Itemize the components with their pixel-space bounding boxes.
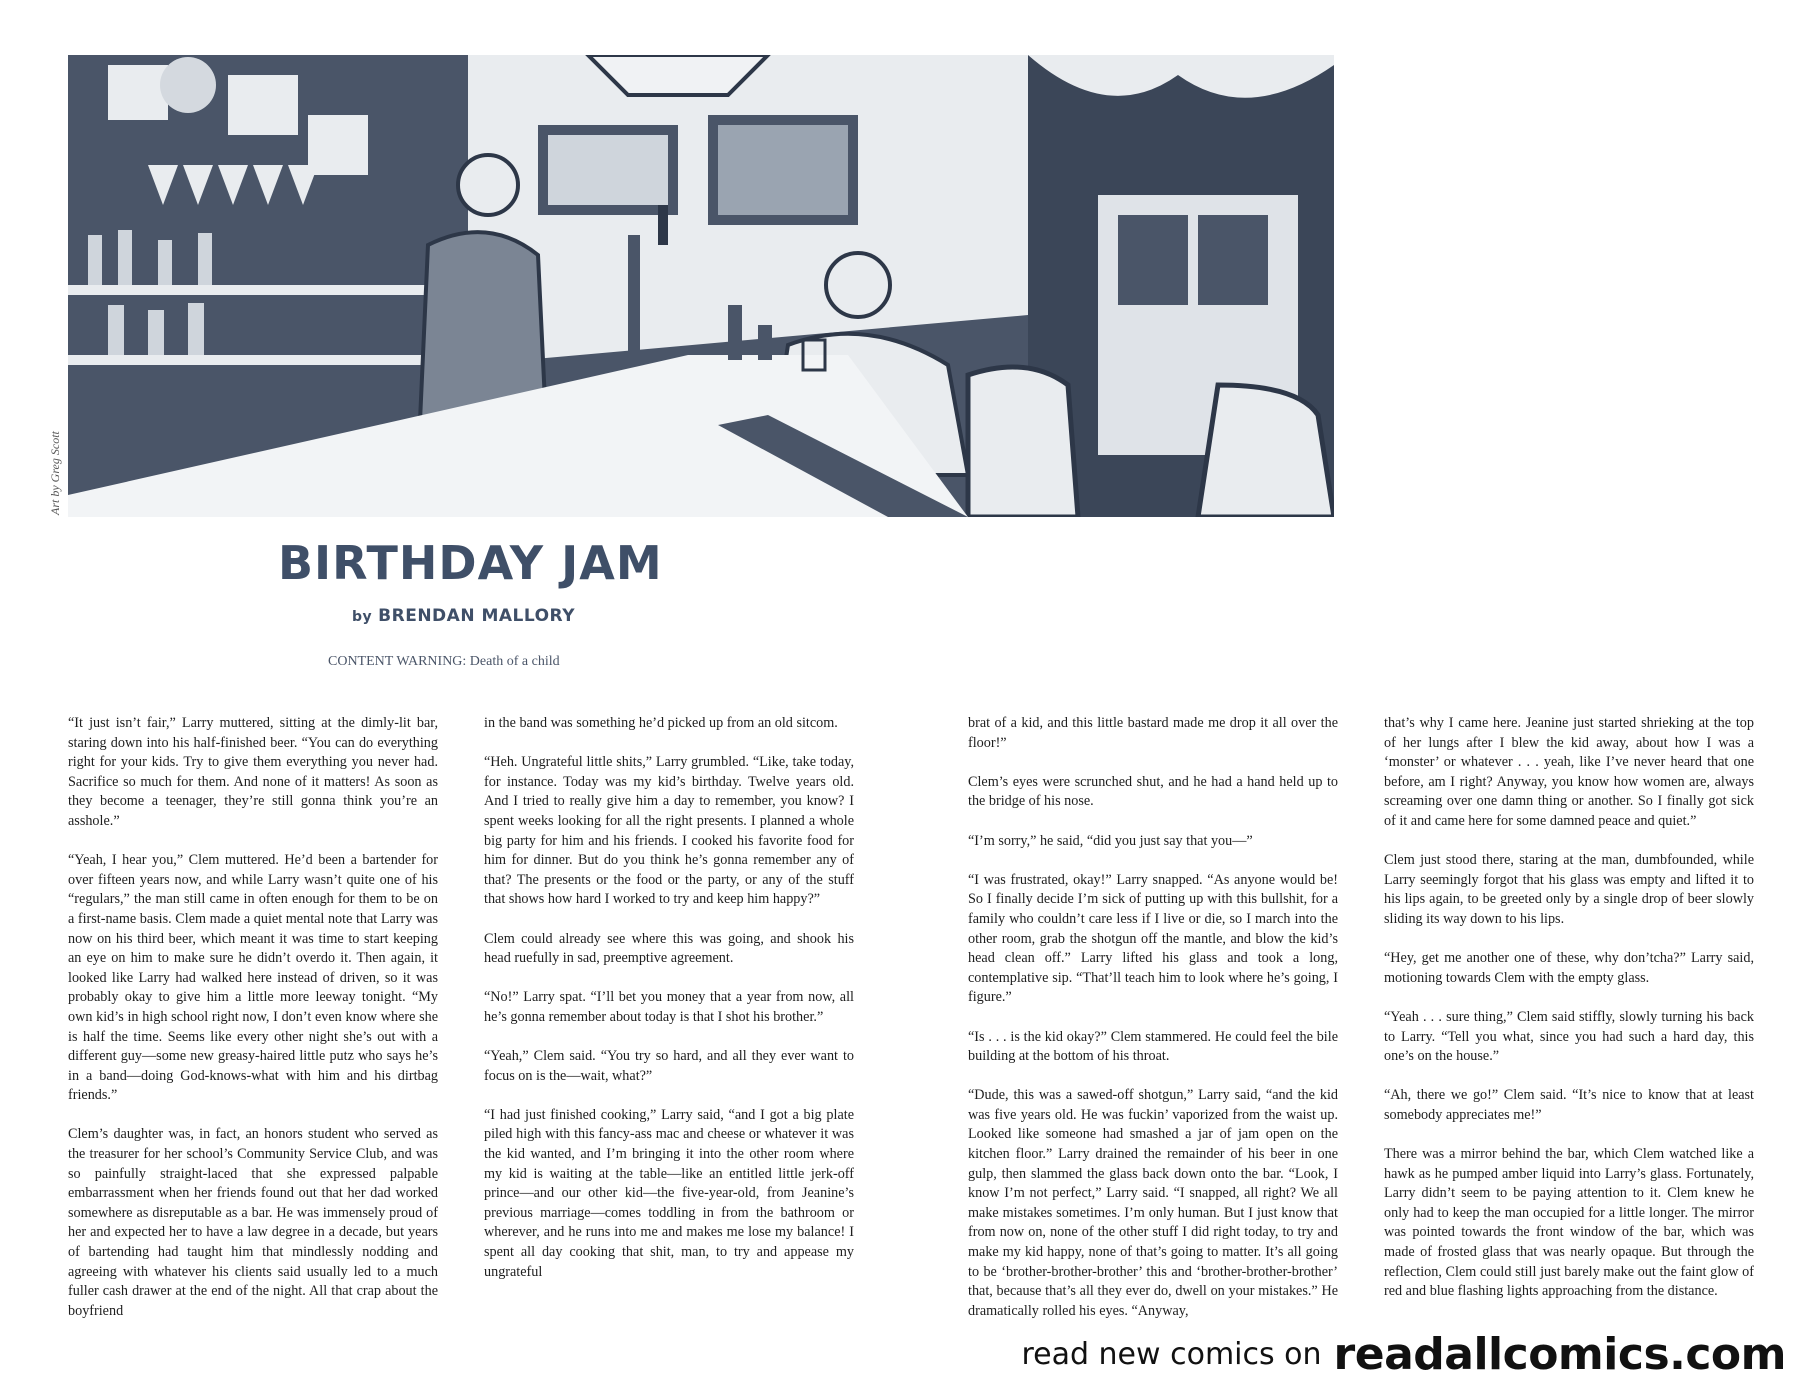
paragraph: “I’m sorry,” he said, “did you just say that you—”	[968, 832, 1253, 849]
paragraph: “Dude, this was a sawed-off shotgun,” Larry said, “and the kid was five years old. He was fuckin’ vaporized from the waist up. Looked like someone had smashed a jar of jam open on the kitchen floor.” Larry drained the remainder of his beer in one gulp, then slammed the glass back down onto the bar. “Look, I know I’m not perfect,” Larry said. “I snapped, all right? We all make mistakes sometimes. I’m only human. But I just know that from now on, none of the other stuff I did right today, to try and make my kid happy, none of that’s going to matter. It’s all going to be ‘brother-brother-brother’ this and ‘brother-brother-brother’ that, because that’s all they ever do, dwell on your mistakes.” He dramatically rolled his eyes. “Anyway,	[968, 1087, 1338, 1319]
byline-prefix: by	[352, 609, 373, 625]
paragraph: “I was frustrated, okay!” Larry snapped. “As anyone would be! So I finally decide I’m sick of putting up with this bullshit, for a family who couldn’t care less if I live or die, so I march into the other room, grab the shotgun off the mantle, and blow the kid’s head clean off.” Larry lifted his glass and took a long, contemplative sip. “That’ll teach him to look where he’s going, I figure.”	[968, 871, 1338, 1006]
paragraph: “Yeah, I hear you,” Clem muttered. He’d been a bartender for over fifteen years now, and while Larry wasn’t quite one of his “regulars,” the man still came in often enough for them to be on a first-name basis. Clem made a quiet mental note that Larry was now on his third beer, which meant it was time to start keeping an eye on him to make sure he didn’t overdo it. Then again, it looked like Larry had walked here instead of driven, so it was probably okay to give him a little more leeway tonight. “My own kid’s in high school right now, I don’t even know where she is half the time. Seems like every other night she’s out with a different guy—some new greasy-haired little putz who says he’s in a band—doing God-knows-what with him and his dirtbag friends.”	[68, 852, 438, 1104]
bar-scene-illustration	[68, 55, 1334, 517]
watermark-site: readallcomics.com	[1333, 1328, 1786, 1380]
paragraph: “Hey, get me another one of these, why don’tcha?” Larry said, motioning towards Clem with the empty glass.	[1384, 950, 1754, 986]
story-title: BIRTHDAY JAM	[278, 536, 663, 590]
paragraph: “Yeah . . . sure thing,” Clem said stiffly, slowly turning his back to Larry. “Tell you what, since you had such a hard day, this one’s on the house.”	[1384, 1008, 1754, 1065]
paragraph: There was a mirror behind the bar, which Clem watched like a hawk as he pumped amber liquid into Larry’s glass. Fortunately, Larry didn’t seem to be paying attention to it. Clem knew he only had to keep the man occupied for a little longer. The mirror was pointed towards the front window of the bar, which was made of frosted glass that was nearly opaque. But through the reflection, Clem could still just barely make out the faint glow of red and blue flashing lights approaching from the distance.	[1384, 1146, 1754, 1300]
paragraph: Clem just stood there, staring at the man, dumbfounded, while Larry seemingly forgot that his glass was empty and lifted it to his lips again, to be greeted only by a single drop of beer slowly sliding its way down to his lips.	[1384, 852, 1754, 927]
author-name: BRENDAN MALLORY	[378, 606, 576, 626]
content-warning: CONTENT WARNING: Death of a child	[328, 654, 560, 669]
art-credit: Art by Greg Scott	[48, 431, 62, 515]
byline	[352, 606, 575, 626]
paragraph: Clem’s eyes were scrunched shut, and he had a hand held up to the bridge of his nose.	[968, 773, 1338, 810]
paragraph: in the band was something he’d picked up from an old sitcom.	[484, 715, 838, 731]
paragraph: “Yeah,” Clem said. “You try so hard, and all they ever want to focus on is the—wait, what?”	[484, 1048, 854, 1084]
watermark-text: read new comics on	[1021, 1336, 1322, 1372]
paragraph: Clem could already see where this was going, and shook his head ruefully in sad, preemptive agreement.	[484, 930, 854, 967]
paragraph: “I had just finished cooking,” Larry said, “and I got a big plate piled high with this fancy-ass mac and cheese or whatever it was the kid wanted, and I’m bringing it into the other room where my kid is waiting at the table—like an entitled little jerk-off prince—and our other kid—the five-year-old, from Jeanine’s previous marriage—comes toddling in from the bathroom or wherever, and he runs into me and makes me lose my balance! I spent all day cooking that shit, man, to try and appease my ungrateful	[484, 1106, 854, 1280]
illustration-svg	[68, 55, 1334, 517]
paragraph: “No!” Larry spat. “I’ll bet you money that a year from now, all he’s gonna remember about today is that I shot his brother.”	[484, 989, 854, 1025]
text-column-2	[484, 714, 854, 1282]
paragraph: “Heh. Ungrateful little shits,” Larry grumbled. “Like, take today, for instance. Today was my kid’s birthday. Twelve years old. And I tried to really give him a day to remember, you know? I spent weeks looking for all the right presents. I planned a whole big party for him and his friends. I cooked his favorite food for him for dinner. But do you think he’s gonna remember any of that? The presents or the food or the party, or any of the stuff that shows how hard I worked to try and keep him happy?”	[484, 754, 854, 908]
paragraph: Clem’s daughter was, in fact, an honors student who served as the treasurer for her school’s Community Service Club, and was so painfully straight-laced that she expressed palpable embarrassment when her friends found out that her dad worked somewhere as disreputable as a bar. He was immensely proud of her and expected her to have a law degree in a decade, but years of bartending had taught him that mindlessly nodding and agreeing with whatever his clients said usually led to a much fuller cash drawer at the end of the night. All that crap about the boyfriend	[68, 1126, 438, 1319]
paragraph: brat of a kid, and this little bastard made me drop it all over the floor!”	[968, 715, 1338, 751]
paragraph: “It just isn’t fair,” Larry muttered, sitting at the dimly-lit bar, staring down into his half-finished beer. “You can do everything right for your kids. Try to give them everything you never had. Sacrifice so much for them. And none of it matters! As soon as they become a teenager, they’re still gonna think you’re an asshole.”	[68, 715, 438, 829]
paragraph: “Ah, there we go!” Clem said. “It’s nice to know that at least somebody appreciates me!”	[1384, 1087, 1754, 1123]
paragraph: that’s why I came here. Jeanine just started shrieking at the top of her lungs after I blew the kid away, about how I was a ‘monster’ or whatever . . . yeah, like I’ve never heard that one before, am I right? Anyway, you know how women are, always screaming over one damn thing or another. So I finally got sick of it and came here for some damned peace and quiet.”	[1384, 715, 1754, 829]
text-column-3	[968, 714, 1338, 1321]
text-column-1	[68, 714, 438, 1321]
paragraph: “Is . . . is the kid okay?” Clem stammered. He could feel the bile building at the bottom of his throat.	[968, 1028, 1338, 1065]
site-watermark	[997, 1324, 1800, 1384]
text-column-4	[1384, 714, 1754, 1302]
